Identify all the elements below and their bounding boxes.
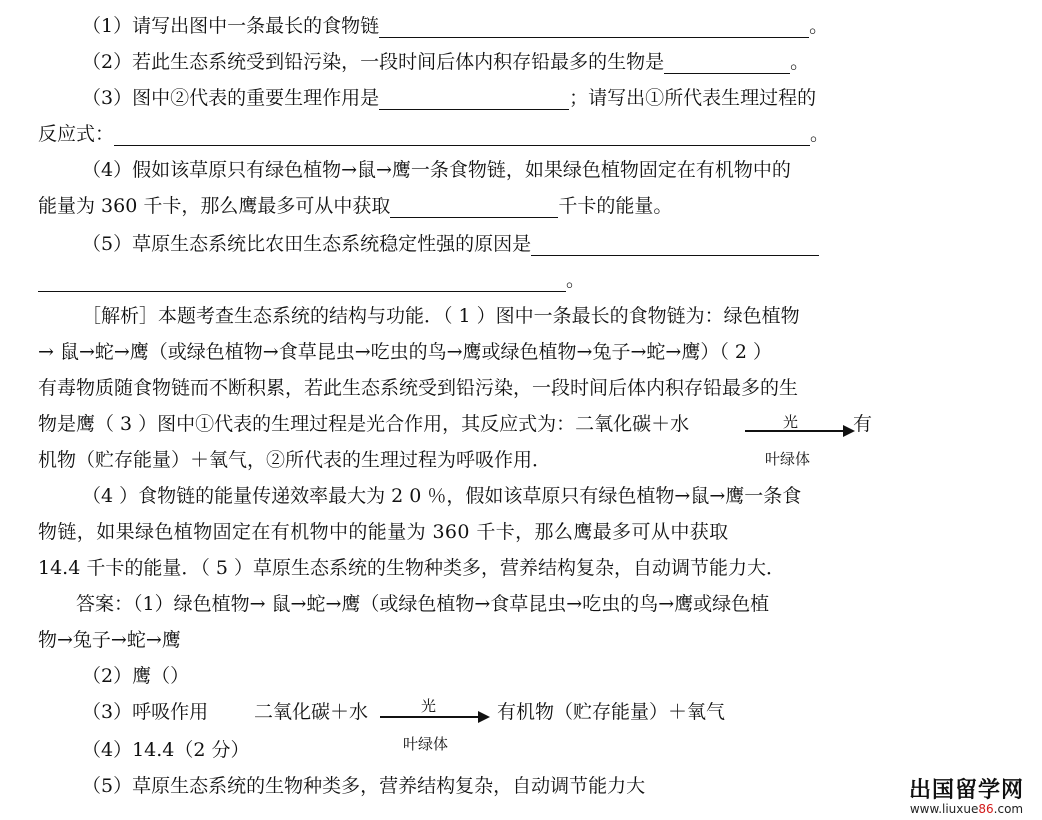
answer-blank: [531, 235, 819, 256]
answer-blank: [664, 53, 790, 74]
watermark-title: 出国留学网: [908, 778, 1024, 803]
reaction-arrow: [745, 424, 855, 440]
question-3: （3）图中②代表的重要生理作用是 ；请写出①所代表生理过程的: [82, 87, 817, 109]
site-watermark: [909, 773, 1024, 816]
question-2: （2）若此生态系统受到铅污染，一段时间后体内积存铅最多的生物是 。: [82, 51, 810, 73]
answer-arrow-label-chloroplast: 叶绿体: [403, 735, 449, 753]
answer-line: （5）草原生态系统的生物种类多，营养结构复杂，自动调节能力大: [82, 775, 646, 797]
analysis-line: 有毒物质随食物链而不断积累，若此生态系统受到铅污染，一段时间后体内积存铅最多的生: [38, 377, 799, 399]
analysis-line: 14.4 千卡的能量．（ 5 ）草原生态系统的生物种类多，营养结构复杂，自动调节能力大．: [38, 557, 786, 579]
question-5: （5）草原生态系统比农田生态系统稳定性强的原因是: [82, 232, 819, 256]
analysis-line: 机物（贮存能量）＋氧气，②所代表的生理过程为呼吸作用．: [38, 449, 552, 471]
answer-3-products: 有机物（贮存能量）＋氧气: [497, 701, 726, 723]
answer-line: 答案：（1）绿色植物→ 鼠→蛇→鹰（或绿色植物→食草昆虫→吃虫的鸟→鹰或绿色植: [76, 593, 770, 615]
arrow-label-light: 光: [783, 413, 799, 431]
answer-blank: [379, 89, 569, 110]
analysis-line: 物链，如果绿色植物固定在有机物中的能量为 360 千卡，那么鹰最多可从中获取: [38, 521, 729, 543]
answer-blank: [379, 17, 809, 38]
answer-arrow-label-light: 光: [421, 697, 437, 715]
answer-line: （4）14.4（2 分）: [82, 739, 250, 761]
question-3-continued: 反应式： 。: [38, 123, 830, 145]
answer-line: 物→兔子→蛇→鹰: [38, 629, 181, 651]
analysis-line-end: 有: [853, 413, 873, 435]
question-5-continued: 。: [38, 268, 585, 292]
question-4-continued: 能量为 360 千卡，那么鹰最多可从中获取 千卡的能量。: [38, 195, 673, 217]
answer-blank: [390, 197, 558, 218]
arrow-label-chloroplast: 叶绿体: [765, 450, 811, 468]
analysis-line: → 鼠→蛇→鹰（或绿色植物→食草昆虫→吃虫的鸟→鹰或绿色植物→兔子→蛇→鹰）（ 2 ）: [38, 341, 772, 363]
analysis-line: ［解析］本题考查生态系统的结构与功能．（ 1 ）图中一条最长的食物链为：绿色植物: [82, 305, 800, 327]
answer-blank: [114, 125, 810, 146]
question-4: （4）假如该草原只有绿色植物→鼠→鹰一条食物链，如果绿色植物固定在有机物中的: [82, 159, 791, 181]
answer-blank: [38, 271, 566, 292]
question-1: （1）请写出图中一条最长的食物链 。: [82, 15, 829, 37]
analysis-line: （4 ）食物链的能量传递效率最大为 2 0 ％，假如该草原只有绿色植物→鼠→鹰一条食: [82, 485, 802, 507]
watermark-url: www.liuxue86.com: [909, 802, 1024, 816]
answer-3-label: （3）呼吸作用: [82, 701, 209, 723]
answer-line: （2）鹰（）: [82, 665, 190, 687]
analysis-line: 物是鹰（ 3 ）图中①代表的生理过程是光合作用，其反应式为：二氧化碳＋水: [38, 413, 690, 435]
answer-3-reactants: 二氧化碳＋水: [254, 701, 369, 723]
